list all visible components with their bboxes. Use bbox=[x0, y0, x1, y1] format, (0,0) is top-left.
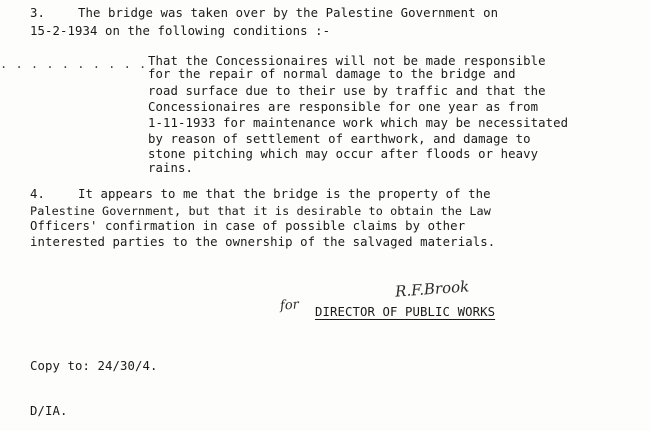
conditions-line-6: by reason of settlement of earthwork, and damage to bbox=[148, 132, 531, 146]
margin-dots: . . . . . . . . . . bbox=[0, 57, 147, 71]
paragraph-4-number: 4. bbox=[30, 187, 46, 201]
paragraph-3-number: 3. bbox=[30, 6, 46, 20]
paragraph-3-line-1: The bridge was taken over by the Palestine Government on bbox=[78, 6, 499, 20]
conditions-line-4: Concessionaires are responsible for one year as from bbox=[148, 100, 539, 114]
conditions-line-5: 1-11-1933 for maintenance work which may be necessitated bbox=[148, 116, 569, 130]
copy-to-line: Copy to: 24/30/4. bbox=[30, 359, 158, 373]
per-pro-mark: for bbox=[279, 297, 300, 314]
paragraph-4-line-2: Palestine Government, but that it is desirable to obtain the Law bbox=[30, 204, 491, 218]
handwritten-signature: R.F.Brook bbox=[394, 277, 470, 301]
conditions-line-2: for the repair of normal damage to the bridge and bbox=[148, 67, 516, 81]
reference-code: D/IA. bbox=[30, 404, 68, 418]
paragraph-4-line-4: interested parties to the ownership of the salvaged materials. bbox=[30, 235, 496, 249]
paragraph-4-line-1: It appears to me that the bridge is the property of the bbox=[78, 187, 491, 201]
conditions-line-7: stone pitching which may occur after floods or heavy bbox=[148, 147, 539, 161]
conditions-line-3: road surface due to their use by traffic and that the bbox=[148, 84, 546, 98]
director-title: DIRECTOR OF PUBLIC WORKS bbox=[315, 305, 496, 319]
conditions-line-1: That the Concessionaires will not be made responsible bbox=[148, 54, 546, 68]
conditions-line-8: rains. bbox=[148, 161, 194, 175]
paragraph-4-line-3: Officers' confirmation in case of possible claims by other bbox=[30, 219, 466, 233]
paragraph-3-line-2: 15-2-1934 on the following conditions :- bbox=[30, 24, 331, 38]
